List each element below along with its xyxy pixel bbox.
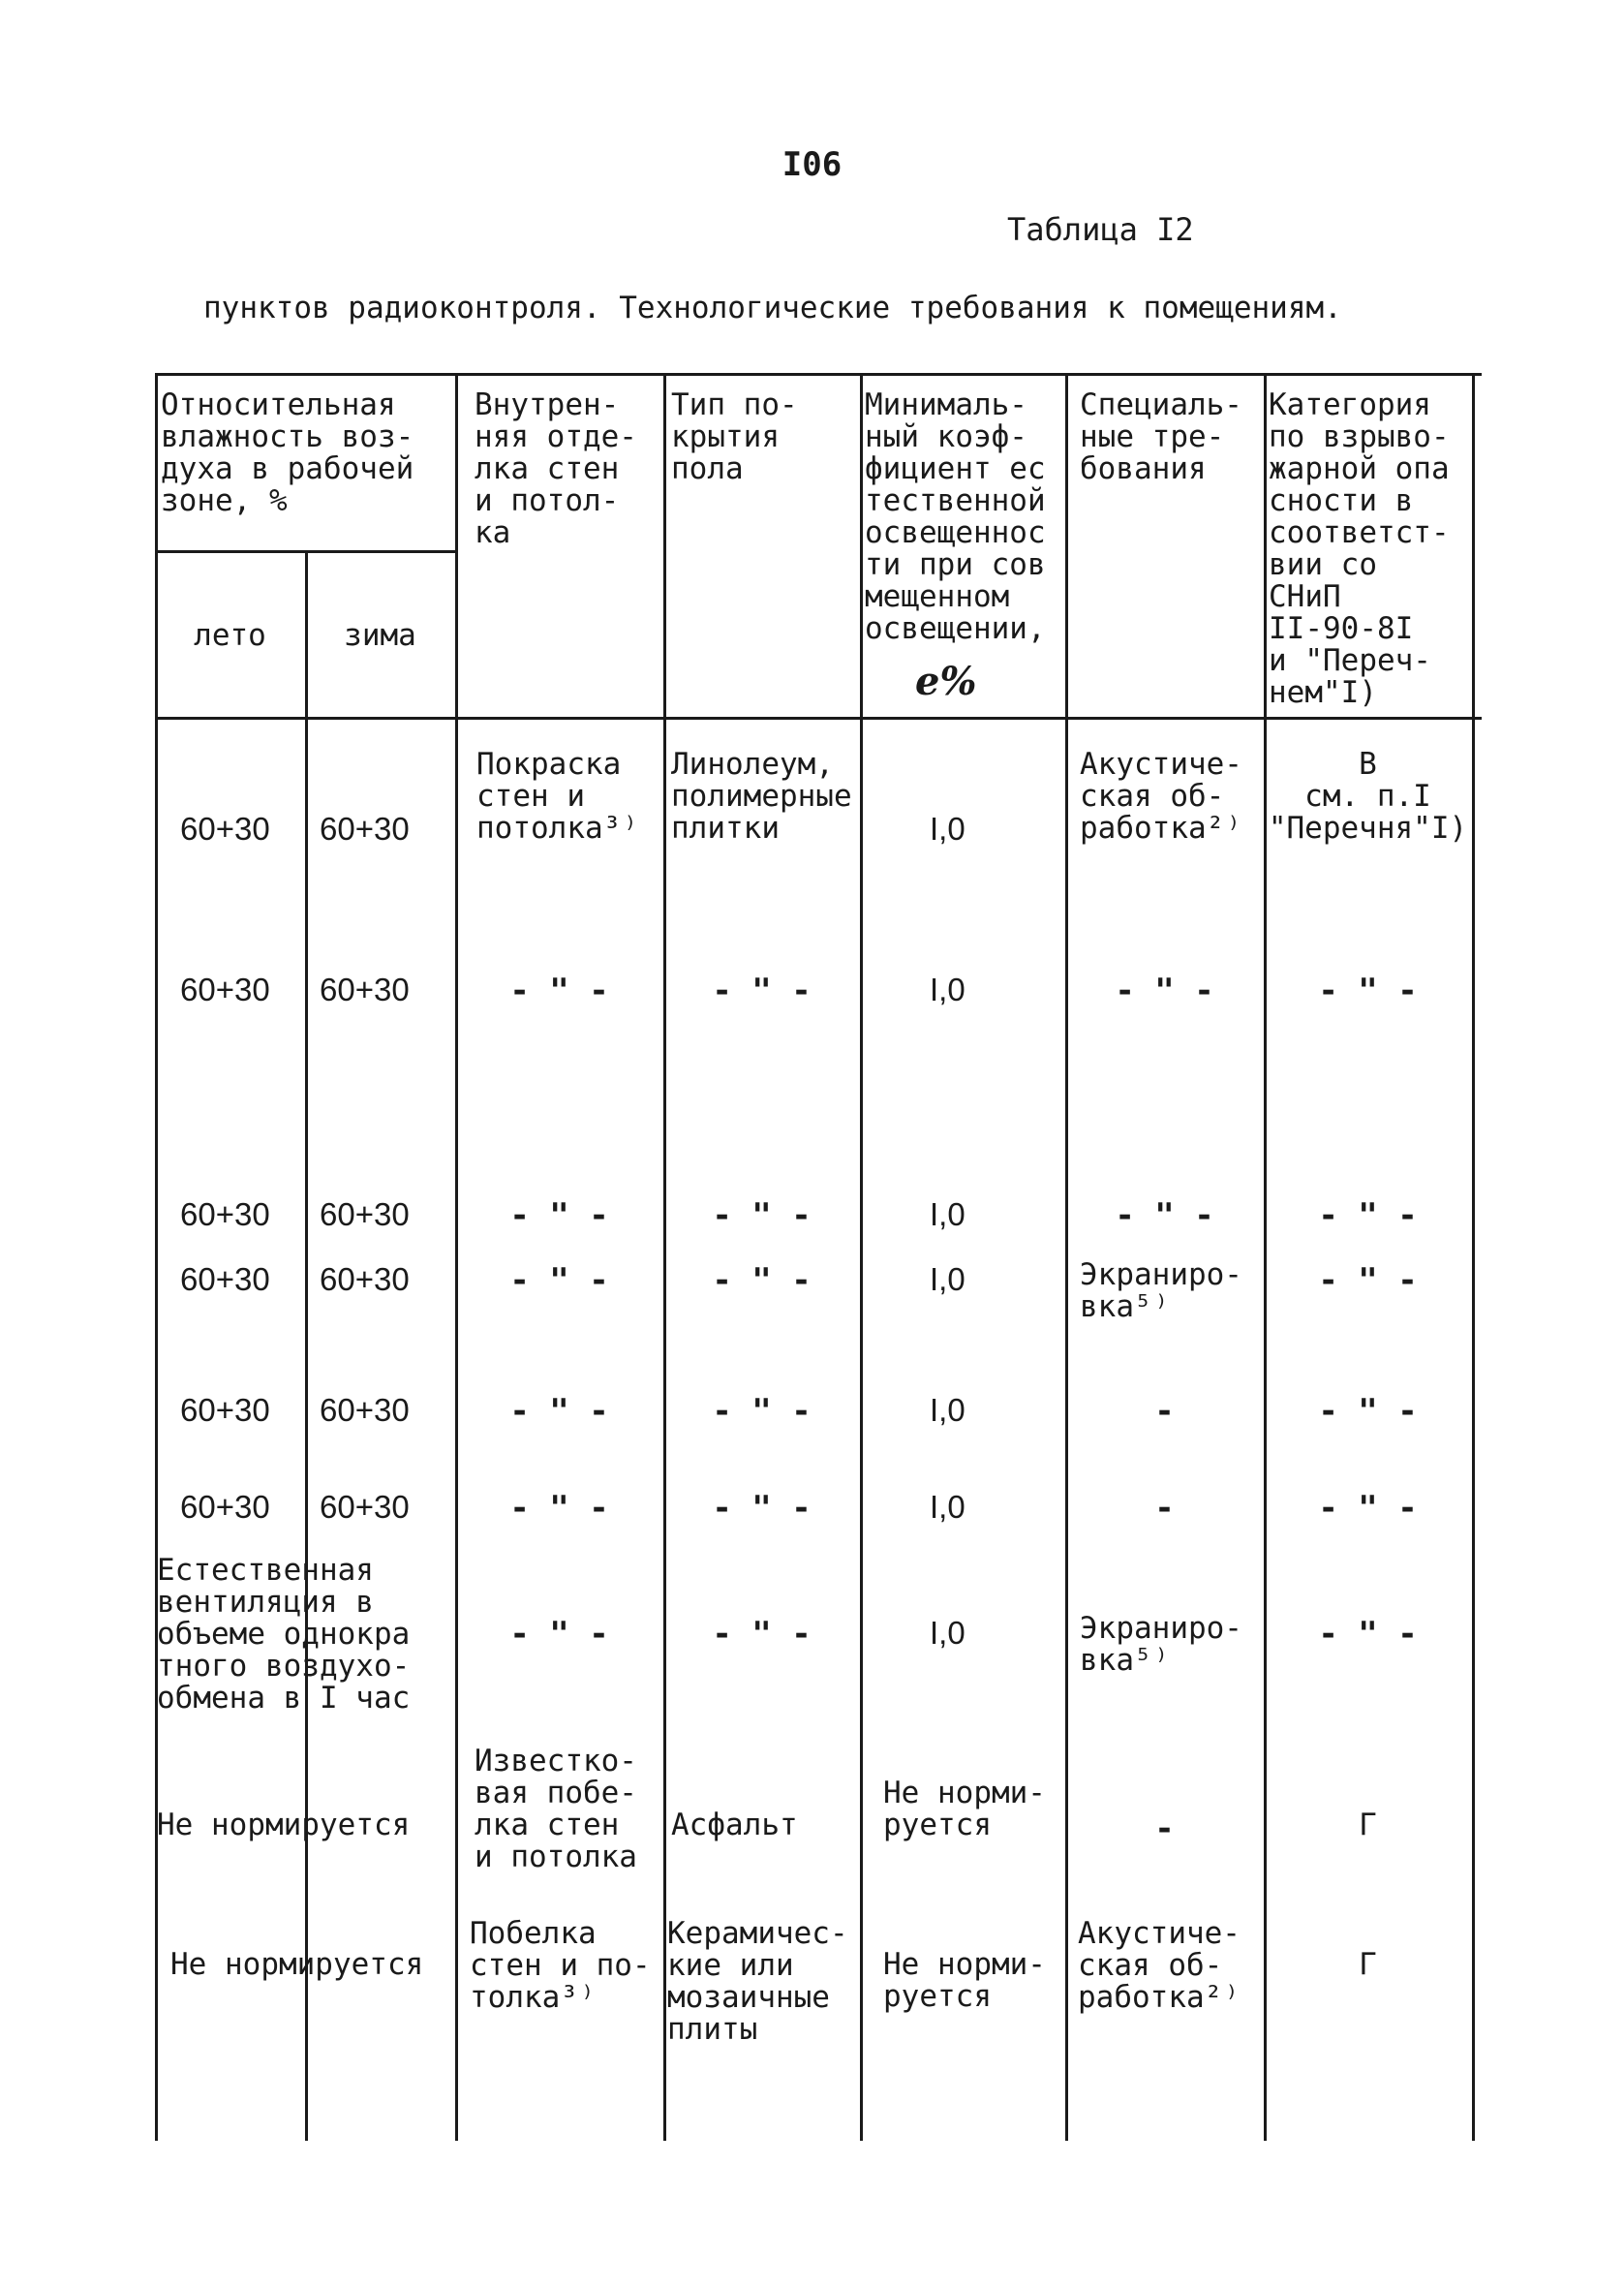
row9-light: Не норми- руется: [883, 1947, 1046, 2014]
row9-floor: Керамичес- кие или мозаичные плиты: [667, 1916, 848, 2047]
row6-floor: - " -: [712, 1489, 812, 1528]
row6-light: I,0: [930, 1489, 965, 1525]
row5-floor: - " -: [712, 1392, 812, 1431]
row6-winter: 60+30: [320, 1489, 410, 1525]
row5-summer: 60+30: [180, 1392, 270, 1428]
row7-floor: - " -: [712, 1615, 812, 1654]
row1-category: В см. п.I "Перечня"I): [1268, 747, 1468, 846]
row2-floor: - " -: [712, 972, 812, 1010]
row8-special: -: [1154, 1809, 1175, 1848]
row3-light: I,0: [930, 1196, 965, 1232]
row3-winter: 60+30: [320, 1196, 410, 1232]
header-daylight-factor: Минималь- ный коэф- фициент ес тественной освещеннос ти при сов мещенном освещении,: [865, 387, 1046, 646]
row7-light: I,0: [930, 1615, 965, 1651]
table-top-border: [155, 373, 1482, 376]
row1-finish: Покраска стен и потолка³⁾: [476, 747, 639, 846]
row2-category: - " -: [1318, 972, 1418, 1010]
row8-category: Г: [1359, 1808, 1377, 1842]
row5-light: I,0: [930, 1392, 965, 1428]
row4-finish: - " -: [509, 1261, 609, 1300]
row1-floor: Линолеум, полимерные плитки: [671, 747, 852, 846]
row9-special: Акустиче- ская об- работка²⁾: [1078, 1916, 1241, 2015]
row8-floor: Асфальт: [671, 1808, 798, 1842]
row2-light: I,0: [930, 972, 965, 1007]
row9-finish: Побелка стен и по- толка³⁾: [470, 1916, 651, 2015]
row3-special: - " -: [1115, 1196, 1214, 1235]
row9-category: Г: [1359, 1947, 1377, 1982]
row9-humidity: Не нормируется: [170, 1947, 424, 1982]
row1-light: I,0: [930, 811, 965, 847]
column-border-light: [860, 373, 863, 2141]
row4-special: Экраниро- вка⁵⁾: [1080, 1257, 1242, 1324]
page-heading: пунктов радиоконтроля. Технологические требования к помещениям.: [203, 291, 1342, 325]
header-winter: зима: [344, 618, 416, 653]
table-label: Таблица I2: [1007, 211, 1194, 248]
row3-summer: 60+30: [180, 1196, 270, 1232]
row1-summer: 60+30: [180, 811, 270, 847]
column-border-right: [1472, 373, 1475, 2141]
row3-finish: - " -: [509, 1196, 609, 1235]
header-floor-type: Тип по- крытия пола: [671, 387, 798, 486]
row1-winter: 60+30: [320, 811, 410, 847]
row4-winter: 60+30: [320, 1261, 410, 1297]
row3-floor: - " -: [712, 1196, 812, 1235]
row4-summer: 60+30: [180, 1261, 270, 1297]
row8-finish: Известко- вая побе- лка стен и потолка: [475, 1744, 637, 1874]
header-bottom-border: [155, 717, 1482, 720]
row6-special: -: [1154, 1489, 1175, 1528]
header-daylight-unit: e%: [915, 659, 977, 704]
row7-finish: - " -: [509, 1615, 609, 1654]
column-border-finish: [455, 373, 458, 2141]
row4-light: I,0: [930, 1261, 965, 1297]
row2-summer: 60+30: [180, 972, 270, 1007]
row2-finish: - " -: [509, 972, 609, 1010]
page-number: I06: [781, 145, 843, 184]
row5-winter: 60+30: [320, 1392, 410, 1428]
row4-floor: - " -: [712, 1261, 812, 1300]
row3-category: - " -: [1318, 1196, 1418, 1235]
row6-finish: - " -: [509, 1489, 609, 1528]
column-border-floor: [663, 373, 666, 2141]
row2-special: - " -: [1115, 972, 1214, 1010]
row5-category: - " -: [1318, 1392, 1418, 1431]
row2-winter: 60+30: [320, 972, 410, 1007]
column-border-category: [1264, 373, 1267, 2141]
row5-finish: - " -: [509, 1392, 609, 1431]
row6-category: - " -: [1318, 1489, 1418, 1528]
column-border-summer-winter: [305, 550, 308, 2141]
column-border-special: [1065, 373, 1068, 2141]
row6-summer: 60+30: [180, 1489, 270, 1525]
header-summer: лето: [194, 618, 266, 653]
header-wall-finish: Внутрен- няя отде- лка стен и потол- ка: [475, 387, 637, 550]
row8-humidity: Не нормируется: [157, 1808, 411, 1842]
row5-special: -: [1154, 1392, 1175, 1431]
row4-category: - " -: [1318, 1261, 1418, 1300]
row8-light: Не норми- руется: [883, 1776, 1046, 1842]
header-humidity: Относительная влажность воз- духа в рабочей зоне, %: [161, 387, 414, 518]
row7-humidity: Естественная вентиляция в объеме однокра тного воздухо- обмена в I час: [157, 1553, 411, 1716]
row7-category: - " -: [1318, 1615, 1418, 1654]
row7-special: Экраниро- вка⁵⁾: [1080, 1611, 1242, 1678]
header-fire-category: Категория по взрыво- жарной опа сности в соответст- вии со СНиП II-90-8I и "Переч- нем"I): [1269, 387, 1450, 710]
header-special-requirements: Специаль- ные тре- бования: [1080, 387, 1242, 486]
row1-special: Акустиче- ская об- работка²⁾: [1080, 747, 1242, 846]
